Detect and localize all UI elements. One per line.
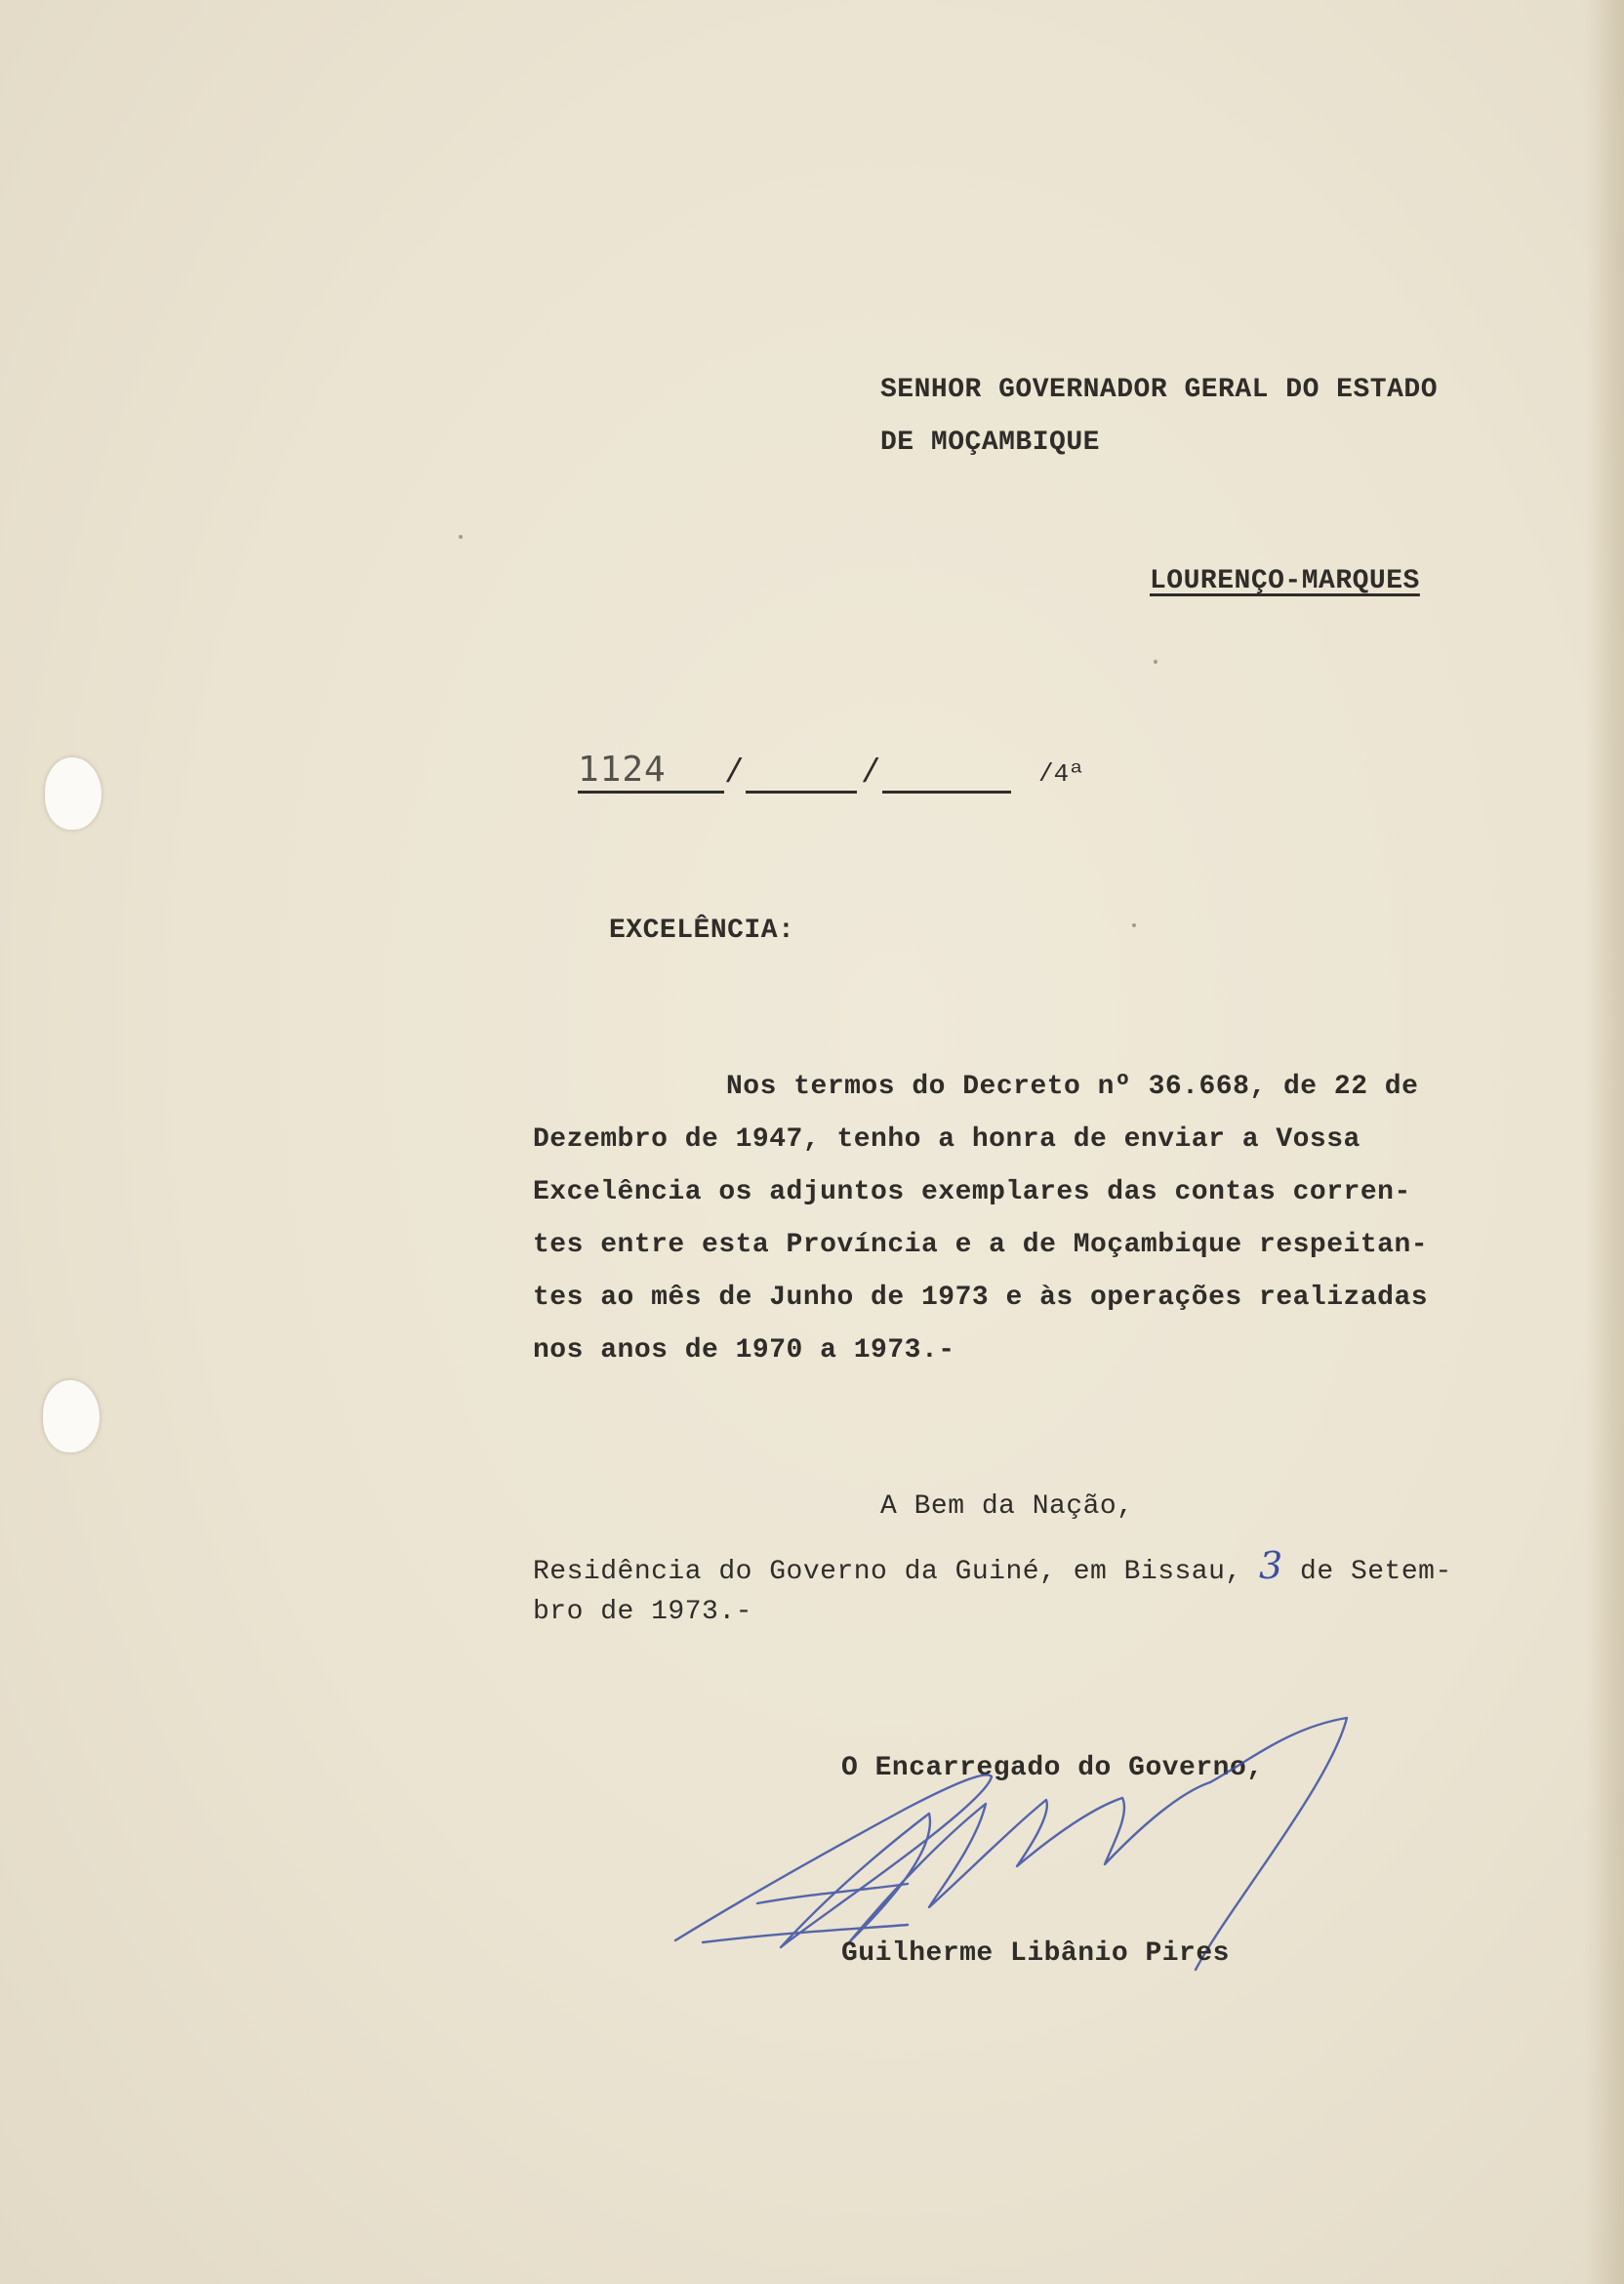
reference-blank-1 [746, 791, 857, 794]
reference-separator: / [724, 755, 745, 793]
body-line-2: Dezembro de 1947, tenho a honra de enviar a Vossa [533, 1124, 1360, 1155]
addressee-line-1: SENHOR GOVERNADOR GERAL DO ESTADO [880, 375, 1438, 405]
closing-date-line-2: bro de 1973.- [533, 1597, 752, 1627]
body-line-6: nos anos de 1970 a 1973.- [533, 1335, 955, 1366]
addressee-city: LOURENÇO-MARQUES [1150, 566, 1420, 596]
reference-blank-2 [882, 791, 1011, 794]
signatory-name: Guilherme Libânio Pires [841, 1938, 1230, 1969]
punch-hole-bottom [43, 1380, 100, 1452]
signatory-title: O Encarregado do Governo, [841, 1753, 1264, 1783]
reference-number: 1124 [578, 750, 667, 790]
closing-date-line-1 [533, 1544, 1452, 1587]
salutation: EXCELÊNCIA: [609, 916, 795, 946]
handwritten-day: 3 [1259, 1544, 1283, 1587]
closing-month-start: de Setem- [1300, 1557, 1452, 1587]
paper-edge-shadow [1585, 0, 1624, 2284]
reference-separator: / [861, 755, 881, 793]
body-line-1: Nos termos do Decreto nº 36.668, de 22 de [726, 1072, 1419, 1102]
reference-underline [578, 791, 724, 794]
body-line-3: Excelência os adjuntos exemplares das contas corren- [533, 1177, 1411, 1207]
paper-speck [459, 535, 463, 539]
punch-hole-top [45, 757, 102, 830]
paper-speck [1132, 923, 1136, 927]
closing-motto: A Bem da Nação, [880, 1491, 1134, 1522]
closing-place: Residência do Governo da Guiné, em Bissau, [533, 1557, 1242, 1587]
body-line-5: tes ao mês de Junho de 1973 e às operações realizadas [533, 1283, 1429, 1313]
reference-suffix: /4ª [1038, 759, 1084, 789]
body-line-4: tes entre esta Província e a de Moçambique respeitan- [533, 1230, 1429, 1260]
addressee-line-2: DE MOÇAMBIQUE [880, 428, 1100, 458]
reference-row [578, 742, 1105, 800]
paper-speck [1154, 660, 1157, 664]
